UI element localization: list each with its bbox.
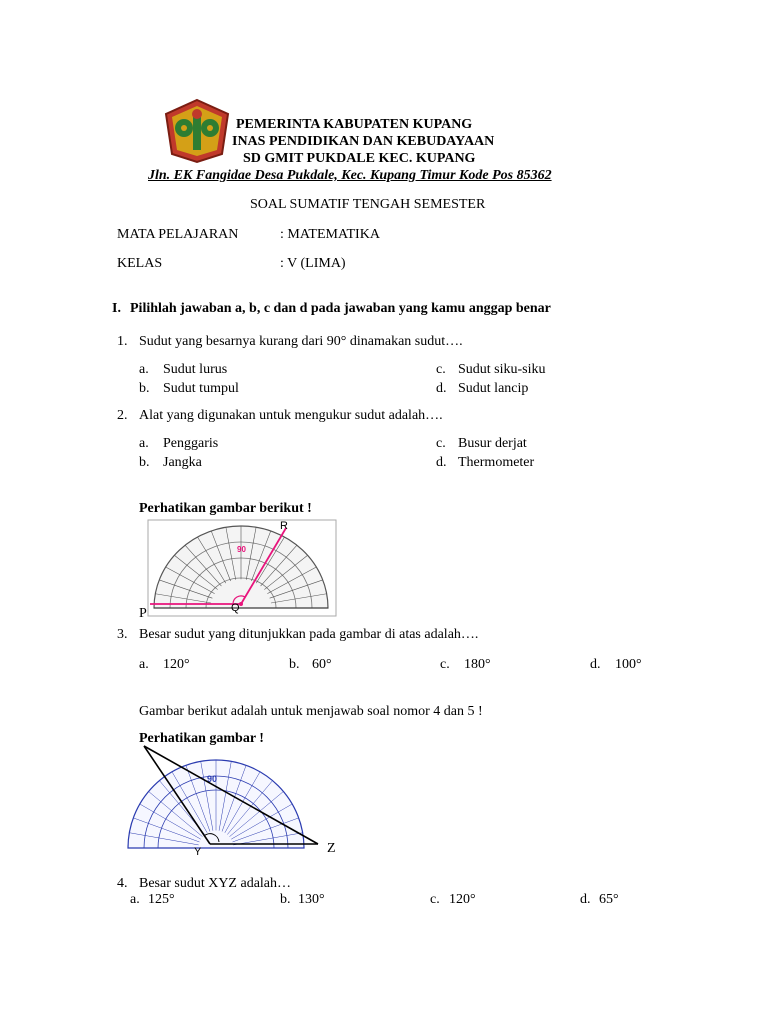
q1-option-d-letter: d. xyxy=(436,381,447,396)
q2-option-a: Penggaris xyxy=(163,436,219,451)
q1-option-a: Sudut lurus xyxy=(163,362,228,377)
figure-1-caption: Perhatikan gambar berikut ! xyxy=(139,501,312,516)
figure-1-label-q: Q xyxy=(231,602,240,614)
q1-option-c-letter: c. xyxy=(436,362,446,377)
q4-option-c: 120° xyxy=(449,892,476,907)
info-value-class: : V (LIMA) xyxy=(280,256,346,271)
q3-option-b: 60° xyxy=(312,657,332,672)
question-4-text: Besar sudut XYZ adalah… xyxy=(139,876,292,891)
note-text: Gambar berikut adalah untuk menjawab soal nomor 4 dan 5 ! xyxy=(139,704,483,719)
section-number: I. xyxy=(112,301,121,316)
question-3-number: 3. xyxy=(117,627,128,642)
section-instruction: Pilihlah jawaban a, b, c dan d pada jawaban yang kamu anggap benar xyxy=(130,301,551,316)
figure-1-center-mark: 90 xyxy=(237,545,246,554)
question-3-text: Besar sudut yang ditunjukkan pada gambar di atas adalah…. xyxy=(139,627,479,642)
q4-option-b: 130° xyxy=(298,892,325,907)
q1-option-b: Sudut tumpul xyxy=(163,381,239,396)
q2-option-d-letter: d. xyxy=(436,455,447,470)
question-4-number: 4. xyxy=(117,876,128,891)
info-label-subject: MATA PELAJARAN xyxy=(117,227,239,242)
q4-option-a-letter: a. xyxy=(130,892,140,907)
q4-option-b-letter: b. xyxy=(280,892,291,907)
figure-2-caption: Perhatikan gambar ! xyxy=(139,731,264,746)
question-2-text: Alat yang digunakan untuk mengukur sudut adalah…. xyxy=(139,408,443,423)
q3-option-a: 120° xyxy=(163,657,190,672)
q1-option-c: Sudut siku-siku xyxy=(458,362,546,377)
info-label-class: KELAS xyxy=(117,256,163,271)
q3-option-b-letter: b. xyxy=(289,657,300,672)
q4-option-d-letter: d. xyxy=(580,892,591,907)
header-line-3: SD GMIT PUKDALE KEC. KUPANG xyxy=(243,151,476,166)
q4-option-d: 65° xyxy=(599,892,619,907)
q4-option-a: 125° xyxy=(148,892,175,907)
kupang-logo xyxy=(162,98,232,164)
q3-option-d-letter: d. xyxy=(590,657,601,672)
figure-2-center-mark: 90 xyxy=(207,774,218,784)
q2-option-b: Jangka xyxy=(163,455,202,470)
q2-option-a-letter: a. xyxy=(139,436,149,451)
q2-option-b-letter: b. xyxy=(139,455,150,470)
header-line-1: PEMERINTA KABUPATEN KUPANG xyxy=(236,117,473,132)
q1-option-b-letter: b. xyxy=(139,381,150,396)
q2-option-d: Thermometer xyxy=(458,455,535,470)
figure-2-label-z: Z xyxy=(327,841,336,856)
figure-1-label-p: P xyxy=(139,606,147,621)
question-1-number: 1. xyxy=(117,334,128,349)
header-line-2: INAS PENDIDIKAN DAN KEBUDAYAAN xyxy=(232,134,495,149)
question-1-text: Sudut yang besarnya kurang dari 90° dinamakan sudut…. xyxy=(139,334,463,349)
header-address: Jln. EK Fangidae Desa Pukdale, Kec. Kupang Timur Kode Pos 85362 xyxy=(148,168,552,183)
question-2-number: 2. xyxy=(117,408,128,423)
q3-option-a-letter: a. xyxy=(139,657,149,672)
q2-option-c: Busur derjat xyxy=(458,436,527,451)
q2-option-c-letter: c. xyxy=(436,436,446,451)
info-value-subject: : MATEMATIKA xyxy=(280,227,380,242)
figure-2-protractor xyxy=(118,744,324,856)
q3-option-c: 180° xyxy=(464,657,491,672)
q1-option-a-letter: a. xyxy=(139,362,149,377)
q3-option-d: 100° xyxy=(615,657,642,672)
exam-title: SOAL SUMATIF TENGAH SEMESTER xyxy=(250,197,486,212)
q3-option-c-letter: c. xyxy=(440,657,450,672)
q1-option-d: Sudut lancip xyxy=(458,381,529,396)
figure-1-label-r: R xyxy=(280,520,288,532)
figure-2-label-y: Y xyxy=(194,846,202,858)
q4-option-c-letter: c. xyxy=(430,892,440,907)
